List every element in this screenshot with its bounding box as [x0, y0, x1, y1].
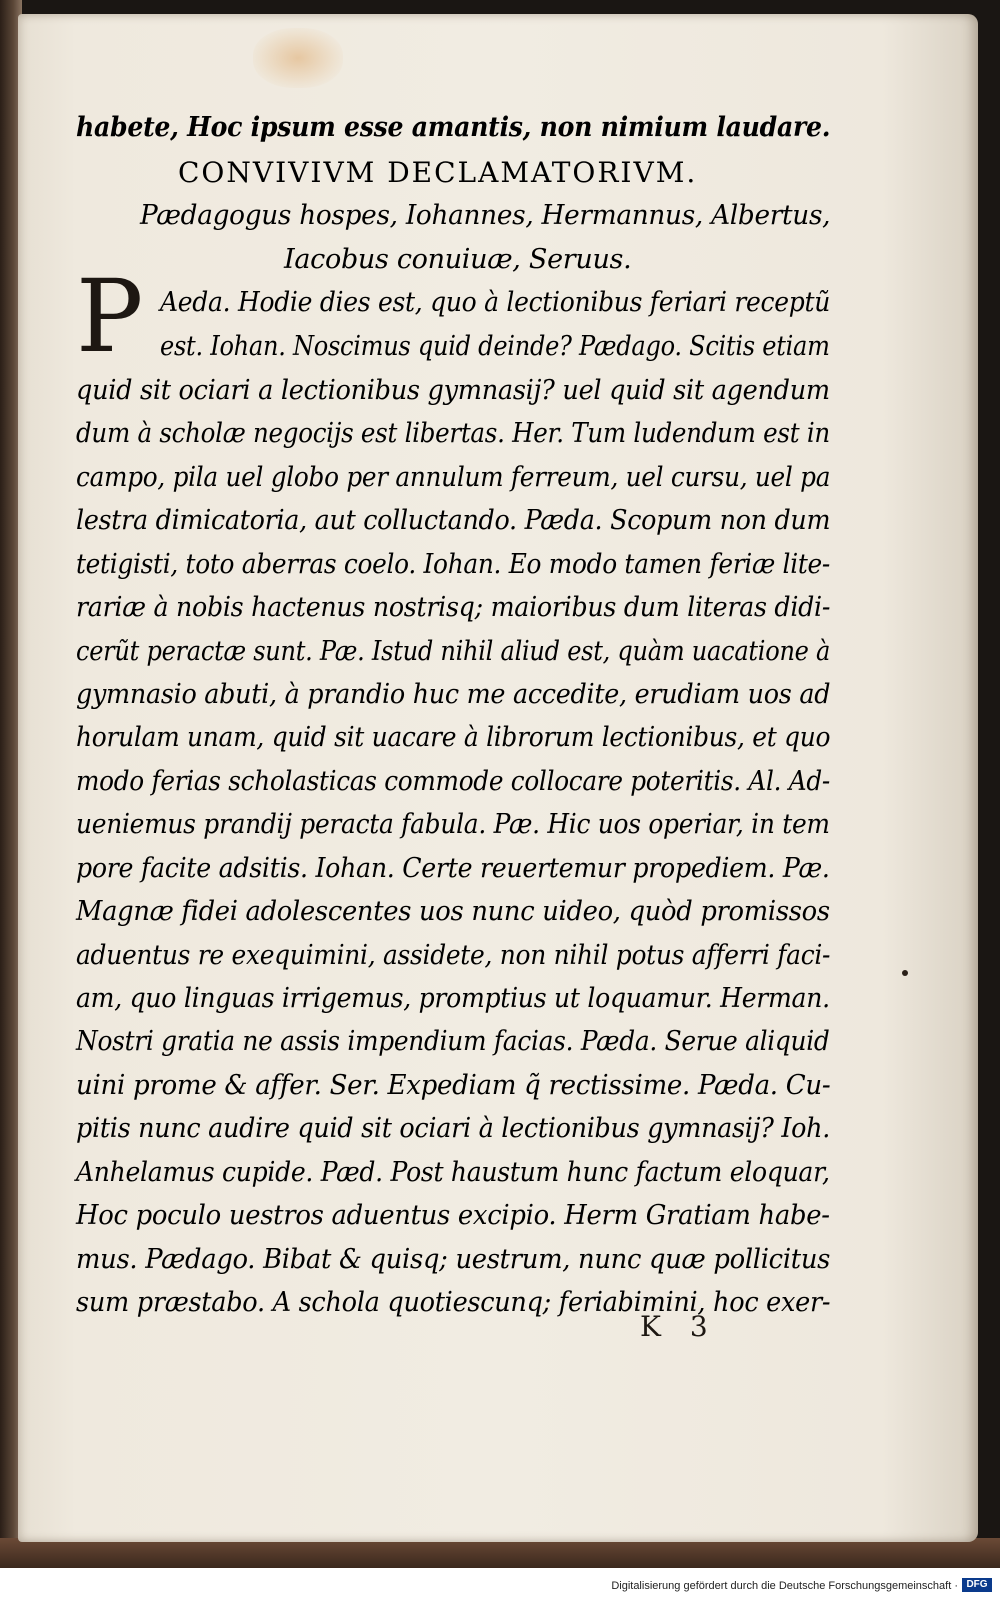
body-line: aduentus re exequimini, assidete, non nihil potus afferri faci-	[76, 940, 831, 971]
footer-credit: Digitalisierung gefördert durch die Deutsche Forschungsgemeinschaft ·	[611, 1580, 958, 1592]
body-line: modo ferias scholasticas commode collocare poteritis. Al. Ad-	[76, 766, 830, 797]
body-line: uini prome & affer. Ser. Expediam q̃ rectissime. Pæda. Cu-	[76, 1070, 831, 1101]
body-line: Anhelamus cupide. Pæd. Post haustum hunc factum eloquar,	[76, 1157, 830, 1188]
body-line: campo, pila uel globo per annulum ferreum, uel cursu, uel pa	[76, 462, 831, 493]
dfg-logo: DFG	[962, 1578, 992, 1592]
body-line: Hoc poculo uestros aduentus excipio. Herm Gratiam habe-	[76, 1200, 830, 1231]
text-line: habete, Hoc ipsum esse amantis, non nimium laudare.	[76, 112, 831, 143]
body-line: Aeda. Hodie dies est, quo à lectionibus feriari receptũ	[160, 287, 831, 318]
body-line: ueniemus prandij peracta fabula. Pæ. Hic uos operiar, in tem	[76, 809, 830, 840]
body-line: est. Iohan. Noscimus quid deinde? Pædago. Scitis etiam	[160, 331, 830, 362]
page-stain	[253, 28, 343, 88]
book-bottom-edge	[0, 1538, 1000, 1568]
body-line: dum à scholæ negocijs est libertas. Her. Tum ludendum est in	[76, 418, 830, 449]
body-line: tetigisti, toto aberras coelo. Iohan. Eo modo tamen feriæ lite-	[76, 549, 830, 580]
body-line: pore facite adsitis. Iohan. Certe reuertemur propediem. Pæ.	[76, 853, 830, 884]
body-line: quid sit ociari a lectionibus gymnasij? uel quid sit agendum	[76, 375, 830, 406]
body-line: am, quo linguas irrigemus, promptius ut loquamur. Herman.	[76, 983, 830, 1014]
section-heading: CONVIVIVM DECLAMATORIVM.	[178, 156, 698, 189]
signature-mark: K 3	[640, 1310, 718, 1343]
body-line: gymnasio abuti, à prandio huc me accedite, erudiam uos ad	[76, 679, 831, 710]
body-line: pitis nunc audire quid sit ociari à lectionibus gymnasij? Ioh.	[76, 1113, 831, 1144]
body-line: rariæ à nobis hactenus nostrisq; maioribus dum literas didi-	[76, 592, 831, 623]
body-line: sum præstabo. A schola quotiescunq; feriabimini, hoc exer-	[76, 1287, 831, 1318]
body-line: Nostri gratia ne assis impendium facias. Pæda. Serue aliquid	[76, 1026, 830, 1057]
ink-speck	[902, 970, 908, 976]
speakers-line: Iacobus conuiuæ, Seruus.	[284, 244, 632, 275]
body-line: mus. Pædago. Bibat & quisq; uestrum, nunc quæ pollicitus	[76, 1244, 831, 1275]
body-line: Magnæ fidei adolescentes uos nunc uideo, quòd promissos	[76, 896, 830, 927]
body-line: lestra dimicatoria, aut colluctando. Pæda. Scopum non dum	[76, 505, 831, 536]
drop-cap: P	[76, 258, 144, 375]
speakers-line: Pædagogus hospes, Iohannes, Hermannus, Albertus,	[140, 200, 831, 231]
body-line: horulam unam, quid sit uacare à librorum lectionibus, et quo	[76, 722, 831, 753]
body-line: cerũt peractæ sunt. Pæ. Istud nihil aliud est, quàm uacatione à	[76, 636, 831, 667]
